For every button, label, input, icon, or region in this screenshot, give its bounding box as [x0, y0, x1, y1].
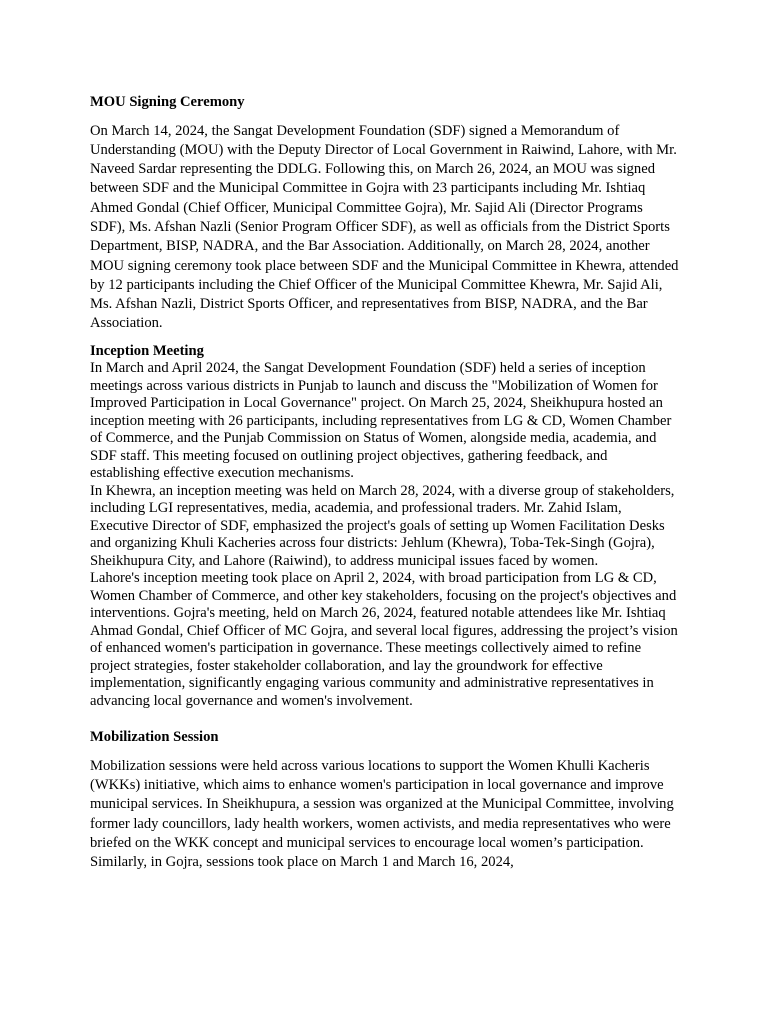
document-page: [90, 93, 680, 873]
mou-section: [90, 93, 680, 334]
inception-paragraph-lahore-gojra: Lahore's inception meeting took place on April 2, 2024, with broad participation from LG & CD, Women Chamber of Commerce, and other key stakeholders, focusing on the project's objectives and interventions. Gojra's meeting, held on March 26, 2024, featured notable attendees like Mr. Ishtiaq Ahmad Gondal, Chief Officer of MC Gojra, and several local figures, addressing the project’s vision of enhanced women's participation in governance. These meetings collectively aimed to refine project strategies, foster stakeholder collaboration, and lay the groundwork for effective implementation, significantly engaging various community and administrative representatives in advancing local governance and women's involvement.: [90, 570, 678, 709]
mou-section-title: MOU Signing Ceremony: [90, 94, 245, 110]
mobilization-section-title: Mobilization Session: [90, 729, 219, 746]
mobilization-paragraph: Mobilization sessions were held across various locations to support the Women Khulli Kacheris (WKKs) initiative, which aims to enhance women's participation in local governance and improve municipal services. In Sheikhupura, a session was organized at the Municipal Committee, involving former lady councillors, lady health workers, women activists, and media representatives who were briefed on the WKK concept and municipal services to encourage local women’s participation. Similarly, in Gojra, sessions took place on March 1 and March 16, 2024,: [90, 757, 674, 871]
mobilization-section: [90, 728, 680, 872]
inception-paragraph-sheikhupura: In March and April 2024, the Sangat Development Foundation (SDF) held a series of inception meetings across various districts in Punjab to launch and discuss the "Mobilization of Women for Improved Participation in Local Governance" project. On March 25, 2024, Sheikhupura hosted an inception meeting with 26 participants, including representatives from LG & CD, Women Chamber of Commerce, and the Punjab Commission on Status of Women, alongside media, academia, and SDF staff. This meeting focused on outlining project objectives, gathering feedback, and establishing effective execution mechanisms.: [90, 360, 672, 482]
inception-paragraph-khewra: In Khewra, an inception meeting was held on March 28, 2024, with a diverse group of stakeholders, including LGI representatives, media, academia, and professional traders. Mr. Zahid Islam, Executive Director of SDF, emphasized the project's goals of setting up Women Facilitation Desks and organizing Khuli Kacheries across four districts: Jehlum (Khewra), Toba-Tek-Singh (Gojra), Sheikhupura City, and Lahore (Raiwind), to address municipal issues faced by women.: [90, 482, 675, 569]
inception-section: [90, 343, 680, 711]
mou-paragraph: On March 14, 2024, the Sangat Development Foundation (SDF) signed a Memorandum of Understanding (MOU) with the Deputy Director of Local Government in Raiwind, Lahore, with Mr. Naveed Sardar representing the DDLG. Following this, on March 26, 2024, an MOU was signed between SDF and the Municipal Committee in Gojra with 23 participants including Mr. Ishtiaq Ahmed Gondal (Chief Officer, Municipal Committee Gojra), Mr. Sajid Ali (Director Programs SDF), Ms. Afshan Nazli (Senior Program Officer SDF), as well as officials from the District Sports Department, BISP, NADRA, and the Bar Association. Additionally, on March 28, 2024, another MOU signing ceremony took place between SDF and the Municipal Committee in Khewra, attended by 12 participants including the Chief Officer of the Municipal Committee Khewra, Mr. Sajid Ali, Ms. Afshan Nazli, District Sports Officer, and representatives from BISP, NADRA, and the Bar Association.: [90, 122, 679, 332]
inception-section-title: Inception Meeting: [90, 342, 204, 359]
